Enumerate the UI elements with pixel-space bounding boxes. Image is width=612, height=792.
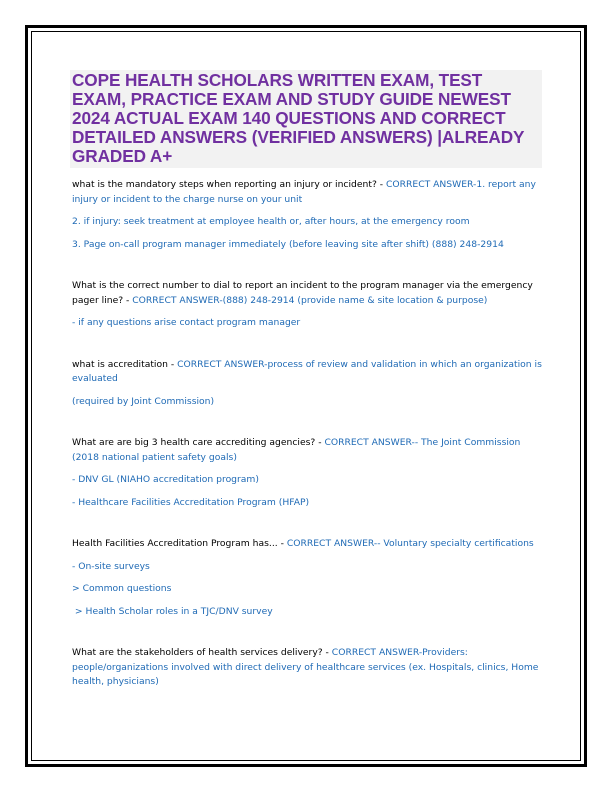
qa-item: [72, 436, 542, 510]
answer-extra-line: (required by Joint Commission): [72, 395, 215, 407]
document-title: COPE HEALTH SCHOLARS WRITTEN EXAM, TEST EXAM, PRACTICE EXAM AND STUDY GUIDE NEWEST 2024 ACTUAL EXAM 140 QUESTIONS AND CORRECT DETAILED ANSWERS (VERIFIED ANSWERS) |ALREADY GRADED A+: [70, 70, 542, 168]
qa-question-answer: [72, 279, 542, 308]
answer-extra-line: > Health Scholar roles in a TJC/DNV survey: [72, 605, 273, 617]
qa-question-answer: [72, 646, 542, 690]
answer-text: CORRECT ANSWER-1. report any injury or incident to the charge nurse on your unit: [72, 179, 536, 205]
qa-question-answer: [72, 537, 542, 552]
qa-item: [72, 358, 542, 410]
answer-extra-line: - Healthcare Facilities Accreditation Program (HFAP): [72, 496, 310, 508]
answer-text: CORRECT ANSWER-Providers: people/organizations involved with direct delivery of healthcare services (ex. Hospitals, clinics, Home health, physicians): [72, 647, 539, 687]
answer-extra-line: - if any questions arise contact program manager: [72, 317, 301, 328]
answer-text: CORRECT ANSWER-- Voluntary specialty certifications: [286, 538, 534, 549]
question-text: what is accreditation -: [72, 358, 178, 370]
answer-text: CORRECT ANSWER-process of review and validation in which an organization is evaluated: [72, 358, 542, 384]
answer-extra-line: 3. Page on-call program manager immediately (before leaving site after shift) (888) 248-2914: [72, 238, 504, 250]
qa-question-answer: [72, 358, 542, 387]
qa-item: [72, 178, 542, 252]
answer-extra-line: - On-site surveys: [72, 560, 150, 572]
answer-text: CORRECT ANSWER-(888) 248-2914 (provide name & site location & purpose): [132, 294, 488, 306]
question-text: What is the correct number to dial to report an incident to the program manager via the emergency pager line? -: [72, 280, 533, 306]
qa-question-answer: [72, 178, 542, 207]
qa-item: [72, 646, 542, 690]
question-text: What are the stakeholders of health services delivery? -: [72, 647, 332, 658]
answer-extra-line: 2. if injury: seek treatment at employee health or, after hours, at the emergency room: [72, 216, 470, 227]
document-body: [72, 70, 542, 690]
answer-text: CORRECT ANSWER-- The Joint Commission (2018 national patient safety goals): [72, 437, 521, 463]
qa-item: [72, 537, 542, 619]
answer-extra-line: - DNV GL (NIAHO accreditation program): [72, 474, 259, 485]
qa-question-answer: [72, 436, 542, 465]
question-text: What are are big 3 health care accrediting agencies? -: [72, 437, 325, 448]
qa-item: [72, 279, 542, 331]
question-text: Health Facilities Accreditation Program has... -: [72, 538, 287, 549]
question-text: what is the mandatory steps when reporting an injury or incident? -: [72, 179, 386, 190]
answer-extra-line: > Common questions: [72, 583, 172, 594]
